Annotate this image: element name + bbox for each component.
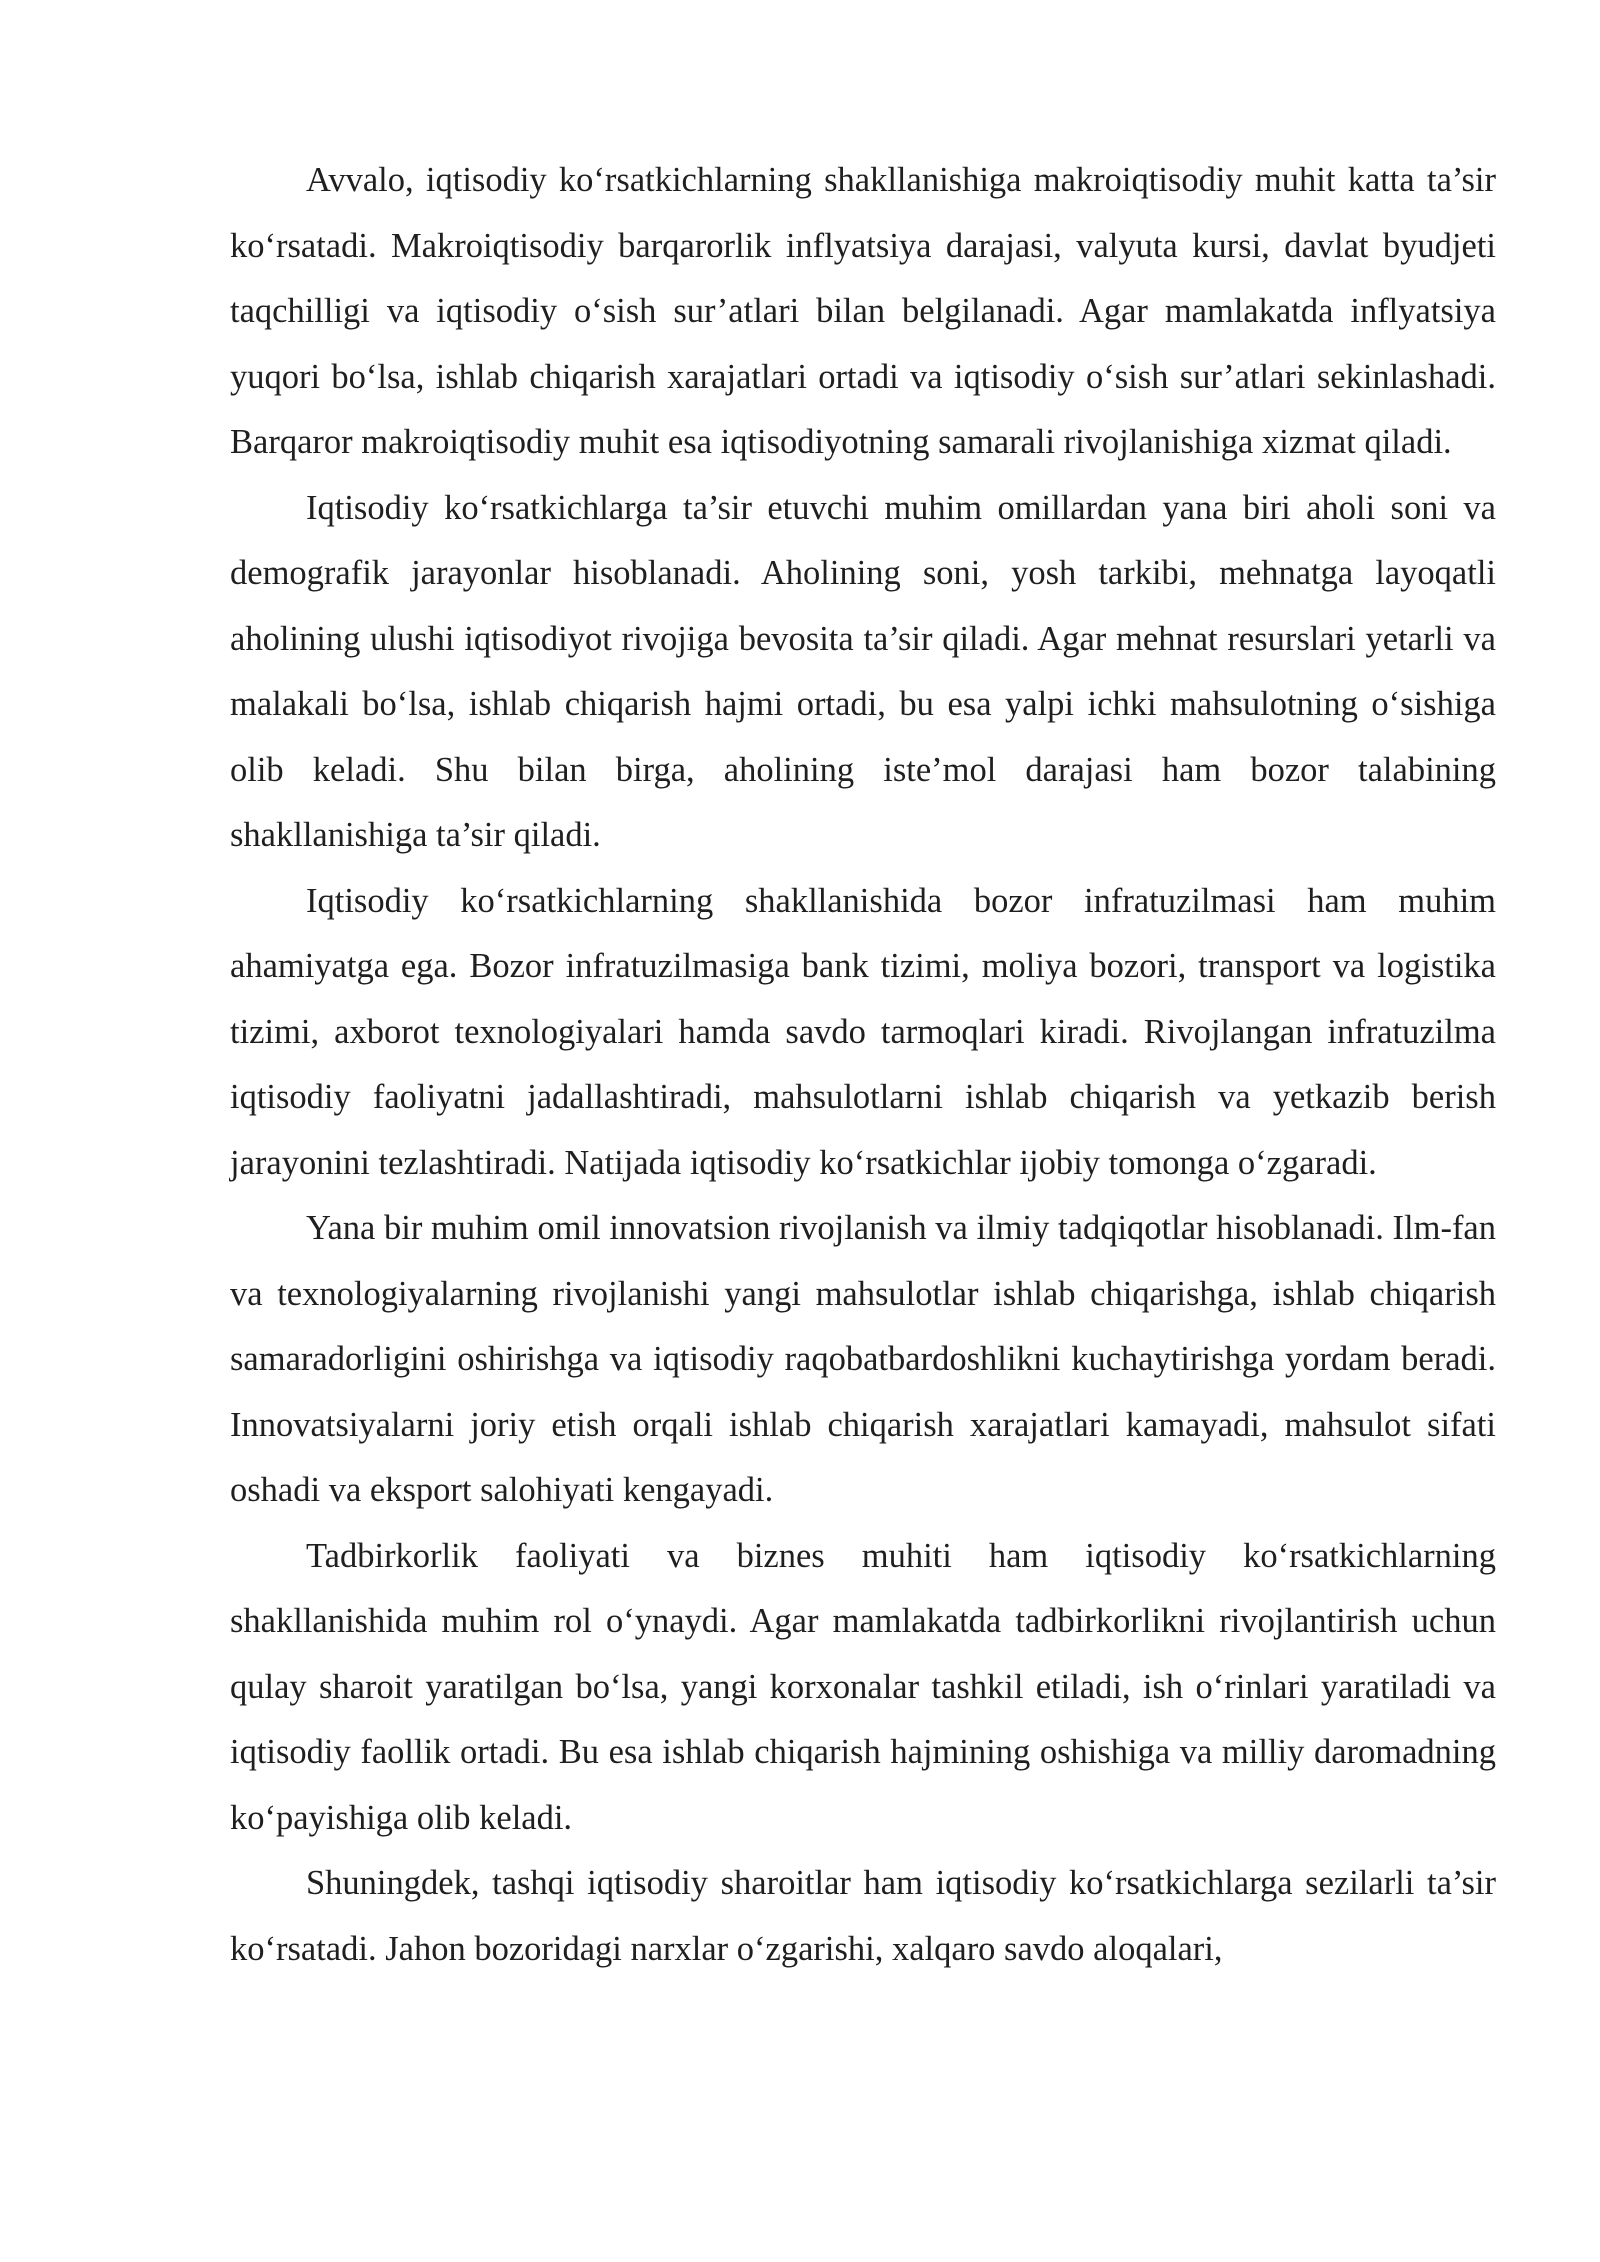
paragraph-demographics: Iqtisodiy koʻrsatkichlarga ta’sir etuvchi muhim omillardan yana biri aholi soni va demografik jarayonlar hisoblanadi. Aholining soni, yosh tarkibi, mehnatga layoqatli aholining ulushi iqtisodiyot rivojiga bevosita ta’sir qiladi. Agar mehnat resurslari yetarli va malakali boʻlsa, ishlab chiqarish hajmi ortadi, bu esa yalpi ichki mahsulotning oʻsishiga olib keladi. Shu bilan birga, aholining iste’mol darajasi ham bozor talabining shakllanishiga ta’sir qiladi. (230, 488, 1496, 854)
paragraph-external-conditions: Shuningdek, tashqi iqtisodiy sharoitlar ham iqtisodiy koʻrsatkichlarga sezilarli ta’sir koʻrsatadi. Jahon bozoridagi narxlar oʻzgarishi, xalqaro savdo aloqalari, (230, 1864, 1496, 1968)
paragraph-macroeconomic-environment: Avvalo, iqtisodiy koʻrsatkichlarning shakllanishiga makroiqtisodiy muhit katta ta’sir koʻrsatadi. Makroiqtisodiy barqarorlik inflyatsiya darajasi, valyuta kursi, davlat byudjeti taqchilligi va iqtisodiy oʻsish sur’atlari bilan belgilanadi. Agar mamlakatda inflyatsiya yuqori boʻlsa, ishlab chiqarish xarajatlari ortadi va iqtisodiy oʻsish sur’atlari sekinlashadi. Barqaror makroiqtisodiy muhit esa iqtisodiyotning samarali rivojlanishiga xizmat qiladi. (230, 161, 1496, 461)
paragraph-market-infrastructure: Iqtisodiy koʻrsatkichlarning shakllanishida bozor infratuzilmasi ham muhim ahamiyatga ega. Bozor infratuzilmasiga bank tizimi, moliya bozori, transport va logistika tizimi, axborot texnologiyalari hamda savdo tarmoqlari kiradi. Rivojlangan infratuzilma iqtisodiy faoliyatni jadallashtiradi, mahsulotlarni ishlab chiqarish va yetkazib berish jarayonini tezlashtiradi. Natijada iqtisodiy koʻrsatkichlar ijobiy tomonga oʻzgaradi. (230, 881, 1496, 1182)
document-body (230, 148, 1496, 1982)
paragraph-entrepreneurship: Tadbirkorlik faoliyati va biznes muhiti ham iqtisodiy koʻrsatkichlarning shakllanishida muhim rol oʻynaydi. Agar mamlakatda tadbirkorlikni rivojlantirish uchun qulay sharoit yaratilgan boʻlsa, yangi korxonalar tashkil etiladi, ish oʻrinlari yaratiladi va iqtisodiy faollik ortadi. Bu esa ishlab chiqarish hajmining oshishiga va milliy daromadning koʻpayishiga olib keladi. (230, 1536, 1496, 1837)
paragraph-innovation: Yana bir muhim omil innovatsion rivojlanish va ilmiy tadqiqotlar hisoblanadi. Ilm-fan va texnologiyalarning rivojlanishi yangi mahsulotlar ishlab chiqarishga, ishlab chiqarish samaradorligini oshirishga va iqtisodiy raqobatbardoshlikni kuchaytirishga yordam beradi. Innovatsiyalarni joriy etish orqali ishlab chiqarish xarajatlari kamayadi, mahsulot sifati oshadi va eksport salohiyati kengayadi. (230, 1209, 1496, 1509)
